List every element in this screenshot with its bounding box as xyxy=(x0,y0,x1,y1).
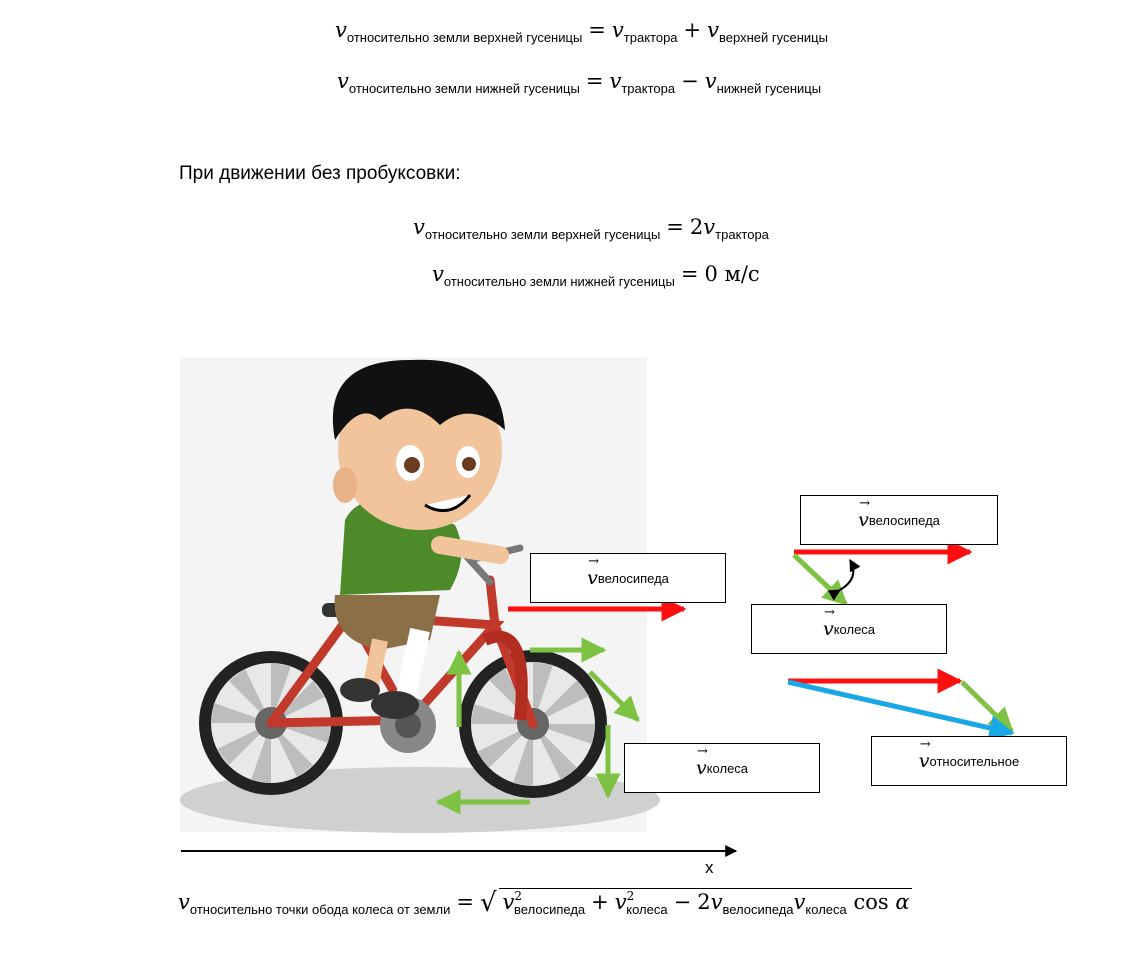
equation-upper-track: $v_{относительно земли верхней гусеницы} = v_{трактора} + v_{верхней гусеницы}$ xyxy=(335,18,828,45)
equation-noslip-upper: $v_{относительно земли верхней гусеницы} = 2v_{трактора}$ xyxy=(413,215,769,242)
vector-wheel-right xyxy=(794,555,846,604)
equation-lower-track: $v_{относительно земли нижней гусеницы} = v_{трактора} - v_{нижней гусеницы}$ xyxy=(337,69,822,96)
rim-point-velocity-formula: $v_{относительно точки обода колеса от земли}$ = √ $v^2_{велосипеда} + v^2_{колеса} - 2v_{велосипеда}v_{колеса}$ cos α xyxy=(178,888,910,918)
vector-relative xyxy=(788,682,1012,733)
label-bike-velocity-left: → v велосипеда xyxy=(530,553,726,603)
equation-noslip-lower: $v_{относительно земли нижней гусеницы} = 0$ м/с xyxy=(432,262,760,289)
x-axis-label: x xyxy=(705,858,714,877)
label-wheel-velocity-right: → v колеса xyxy=(751,604,947,654)
label-relative-velocity: → v относительное xyxy=(871,736,1067,786)
angle-arrow xyxy=(840,560,853,590)
label-bike-velocity-right: → v велосипеда xyxy=(800,495,998,545)
section-heading: При движении без пробуксовки: xyxy=(179,163,461,184)
label-wheel-velocity-left: → v колеса xyxy=(624,743,820,793)
